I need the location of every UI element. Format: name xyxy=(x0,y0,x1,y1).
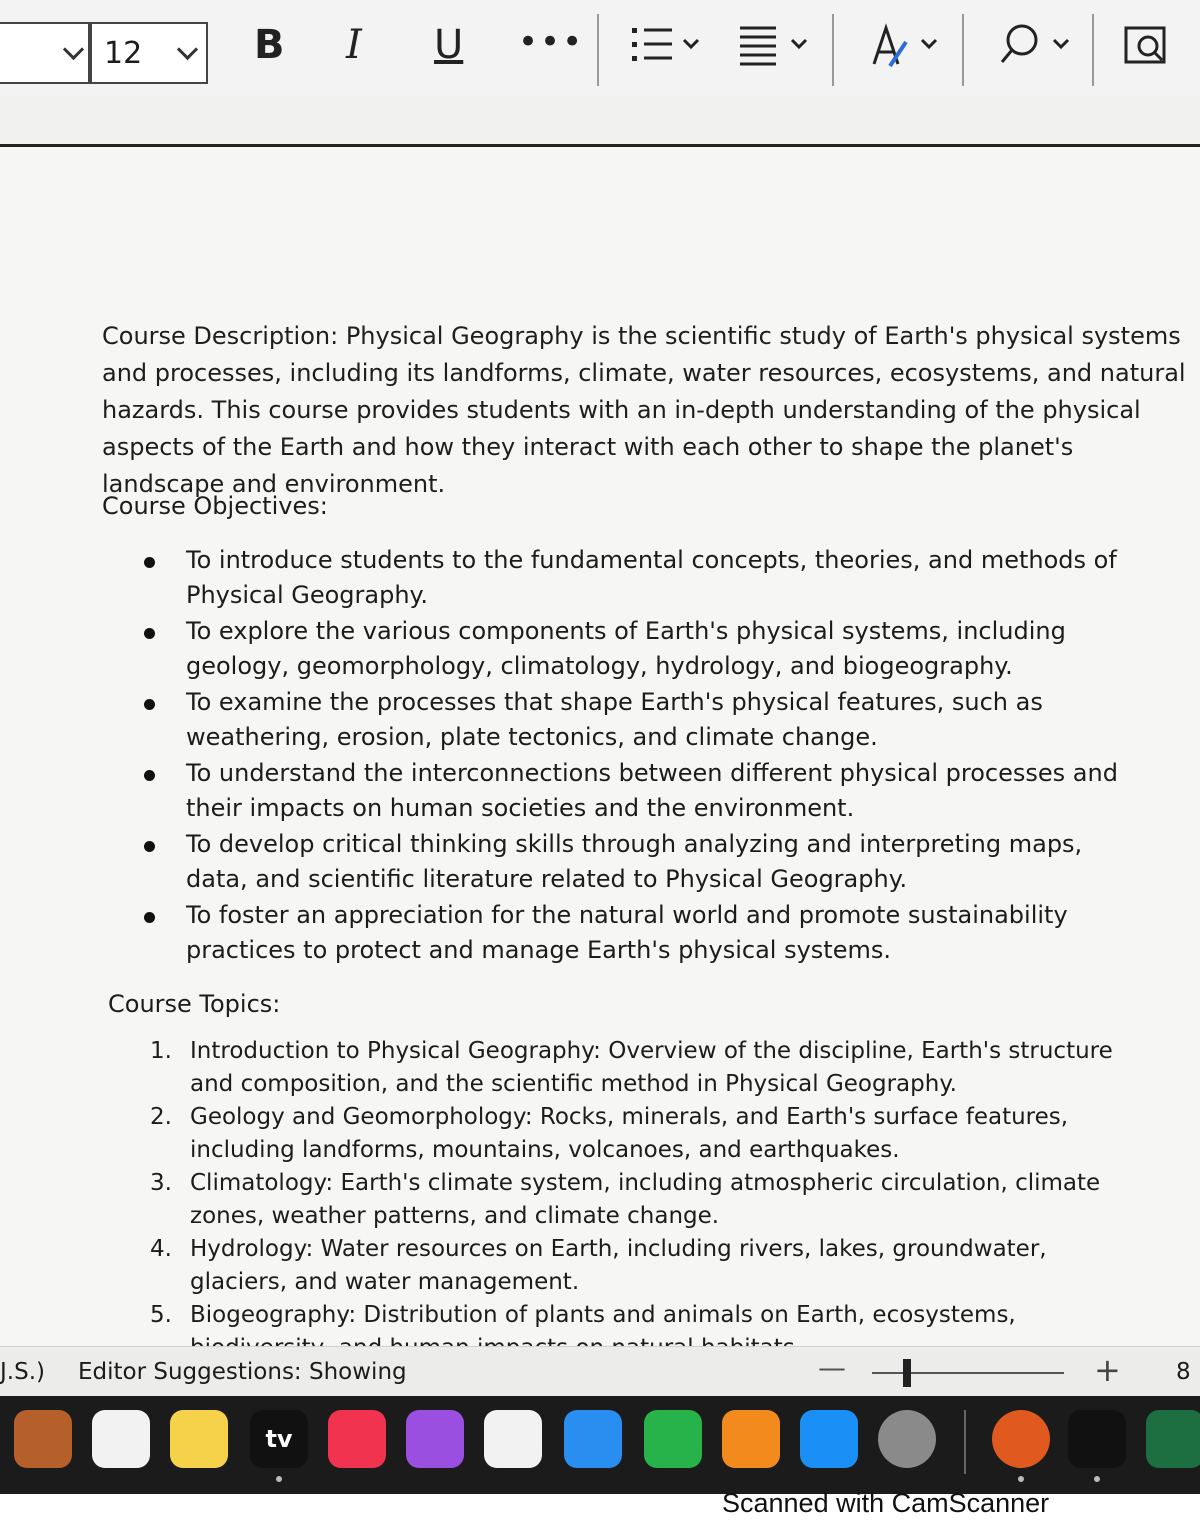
ruler-area xyxy=(0,96,1200,147)
zoom-in-button[interactable]: + xyxy=(1094,1351,1121,1389)
bullet-list-icon[interactable] xyxy=(628,22,708,72)
contacts-icon[interactable] xyxy=(14,1410,72,1468)
toolbar-divider xyxy=(1092,14,1094,86)
objective-text: To understand the interconnections between different physical processes and their impacts on human societies and the environment. xyxy=(186,759,1118,822)
bold-button[interactable]: B xyxy=(254,22,285,68)
list-item xyxy=(150,1101,1140,1167)
topic-number: 3. xyxy=(150,1170,172,1196)
keynote-icon[interactable] xyxy=(564,1410,622,1468)
italic-button[interactable]: I xyxy=(346,22,362,68)
scanner-watermark-strip xyxy=(0,1488,1200,1528)
excel-icon[interactable] xyxy=(1146,1410,1200,1468)
topic-number: 1. xyxy=(150,1038,172,1064)
list-item xyxy=(140,898,1140,968)
list-item xyxy=(150,1233,1140,1299)
bullet-icon xyxy=(144,557,155,568)
topic-text: Geology and Geomorphology: Rocks, minerals, and Earth's surface features, including landforms, mountains, volcanoes, and earthquakes. xyxy=(190,1104,1069,1163)
podcasts-icon[interactable] xyxy=(406,1410,464,1468)
chevron-down-icon xyxy=(63,39,84,60)
ribbon-toolbar xyxy=(0,0,1200,98)
editor-suggestions-status[interactable]: Editor Suggestions: Showing xyxy=(78,1359,407,1385)
zoom-level: 8 xyxy=(1176,1359,1191,1385)
system-settings-icon[interactable] xyxy=(878,1410,936,1468)
app-store-icon[interactable] xyxy=(800,1410,858,1468)
list-item xyxy=(150,1035,1140,1101)
objectives-heading: Course Objectives: xyxy=(102,492,328,520)
course-description: Course Description: Physical Geography is the scientific study of Earth's physical systems and processes, including its landforms, climate, water resources, ecosystems, and natural hazards. This course provides students with an in-depth understanding of the physical aspects of the Earth and how they interact with each other to shape the planet's landscape and environment. xyxy=(102,322,1186,498)
zoom-slider[interactable] xyxy=(872,1372,1064,1374)
topic-number: 4. xyxy=(150,1236,172,1262)
toolbar-divider xyxy=(597,14,599,86)
clover-app-icon[interactable] xyxy=(1068,1410,1126,1468)
language-indicator[interactable]: J.S.) xyxy=(0,1359,45,1385)
apple-tv-icon[interactable]: tv xyxy=(250,1410,308,1468)
pages-icon[interactable] xyxy=(722,1410,780,1468)
bullet-icon xyxy=(144,699,155,710)
reminders-icon[interactable] xyxy=(92,1410,150,1468)
notes-icon[interactable] xyxy=(170,1410,228,1468)
topics-list xyxy=(150,1035,1140,1365)
topic-text: Climatology: Earth's climate system, including atmospheric circulation, climate zones, weather patterns, and climate change. xyxy=(190,1170,1101,1229)
list-item xyxy=(140,685,1140,755)
topic-number: 2. xyxy=(150,1104,172,1130)
topic-number: 5. xyxy=(150,1302,172,1328)
search-icon[interactable] xyxy=(998,22,1078,72)
running-indicator xyxy=(276,1476,282,1482)
objective-text: To explore the various components of Earth's physical systems, including geology, geomorphology, climatology, hydrology, and biogeography. xyxy=(186,617,1066,680)
underline-button[interactable]: U xyxy=(434,22,464,68)
align-icon[interactable] xyxy=(738,22,818,72)
dock-divider xyxy=(964,1410,966,1474)
toolbar-divider xyxy=(832,14,834,86)
list-item xyxy=(140,756,1140,826)
topic-text: Hydrology: Water resources on Earth, including rivers, lakes, groundwater, glaciers, and water management. xyxy=(190,1236,1047,1295)
objective-text: To foster an appreciation for the natural world and promote sustainability practices to protect and manage Earth's physical systems. xyxy=(186,901,1068,964)
running-indicator xyxy=(1018,1476,1024,1482)
bullet-icon xyxy=(144,770,155,781)
topic-text: Biogeography: Distribution of plants and animals on Earth, ecosystems, xyxy=(190,1302,1016,1328)
preview-icon[interactable] xyxy=(1124,22,1174,72)
status-bar xyxy=(0,1346,1200,1397)
list-item xyxy=(140,543,1140,613)
bullet-icon xyxy=(144,841,155,852)
toolbar-divider xyxy=(962,14,964,86)
chevron-down-icon xyxy=(177,39,198,60)
running-indicator xyxy=(1094,1476,1100,1482)
more-options-button[interactable]: ••• xyxy=(518,22,585,62)
list-item xyxy=(140,827,1140,897)
objective-text: To introduce students to the fundamental concepts, theories, and methods of Physical Geography. xyxy=(186,546,1117,609)
dock xyxy=(0,1396,1200,1494)
bullet-icon xyxy=(144,628,155,639)
firefox-icon[interactable] xyxy=(992,1410,1050,1468)
scanner-watermark: Scanned with CamScanner xyxy=(722,1488,1050,1518)
list-item xyxy=(140,614,1140,684)
objective-text: To examine the processes that shape Earth's physical features, such as weathering, erosion, plate tectonics, and climate change. xyxy=(186,688,1043,751)
topic-text: Introduction to Physical Geography: Overview of the discipline, Earth's structure and composition, and the scientific method in Physical Geography. xyxy=(190,1038,1113,1097)
news-icon[interactable] xyxy=(484,1410,542,1468)
zoom-slider-thumb[interactable] xyxy=(903,1359,911,1387)
objectives-list xyxy=(140,543,1140,969)
numbers-icon[interactable] xyxy=(644,1410,702,1468)
font-size-dropdown[interactable] xyxy=(90,22,208,84)
font-size-value: 12 xyxy=(104,36,143,71)
bullet-icon xyxy=(144,912,155,923)
font-name-dropdown[interactable] xyxy=(0,22,90,84)
text-style-icon[interactable] xyxy=(868,22,948,72)
topics-heading: Course Topics: xyxy=(108,990,281,1018)
zoom-out-button[interactable]: — xyxy=(818,1351,846,1384)
list-item xyxy=(150,1167,1140,1233)
objective-text: To develop critical thinking skills through analyzing and interpreting maps, data, and scientific literature related to Physical Geography. xyxy=(186,830,1083,893)
music-icon[interactable] xyxy=(328,1410,386,1468)
